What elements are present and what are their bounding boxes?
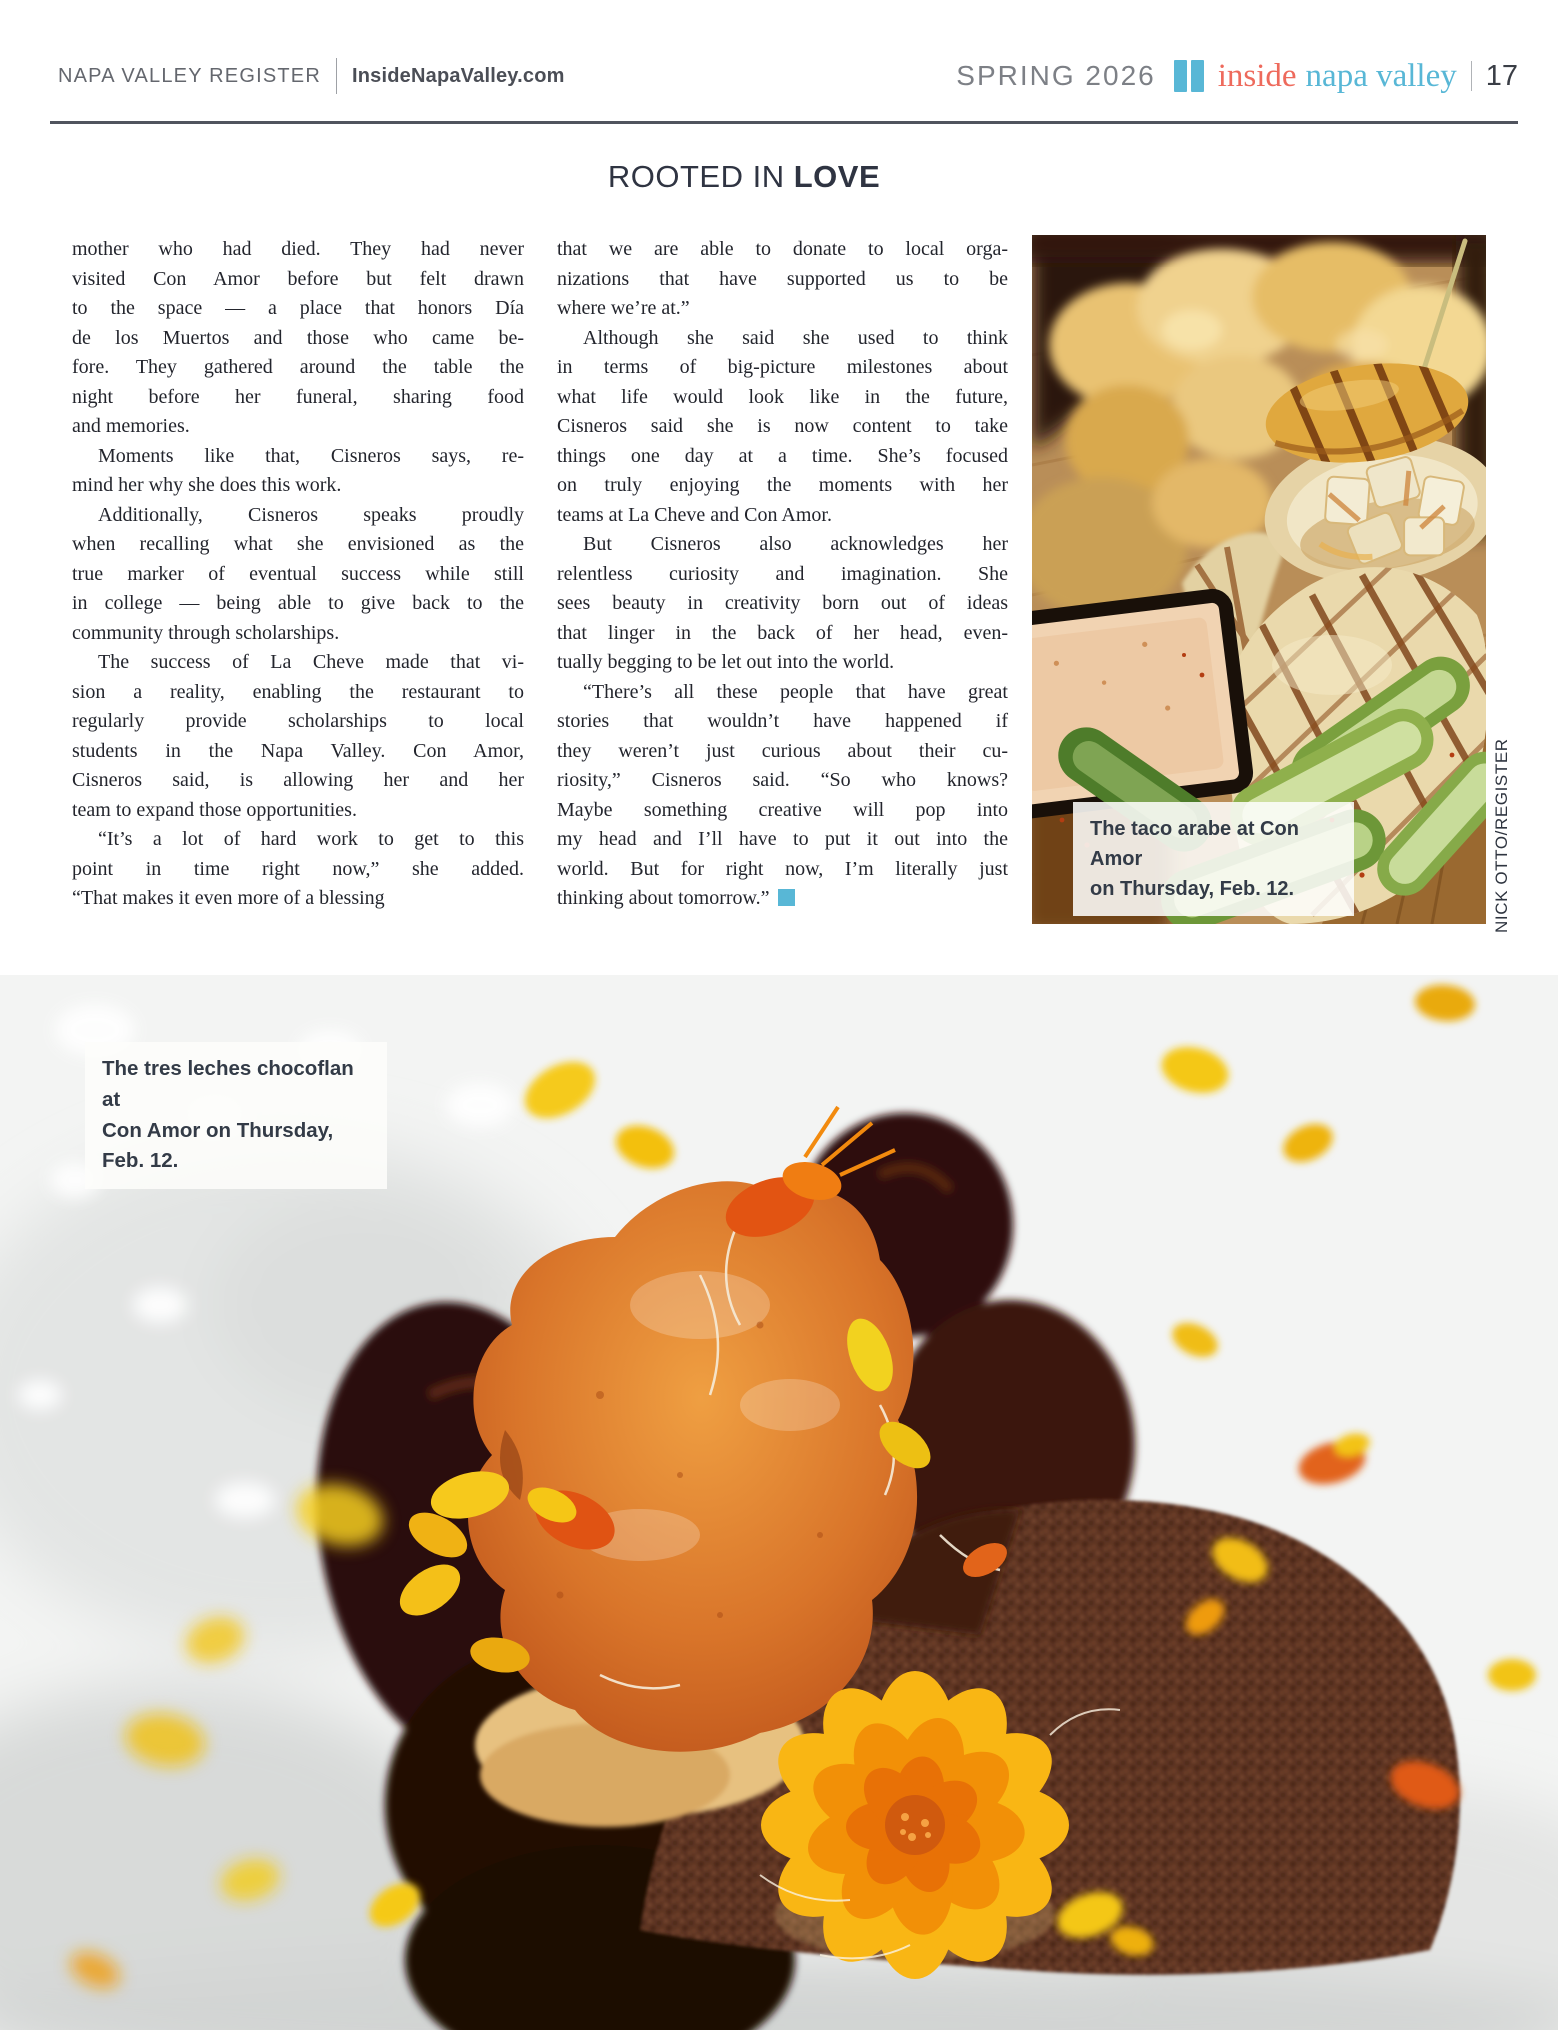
article-line: things one day at a time. She’s focused [557,444,1008,467]
article-line: that we are able to donate to local orga- [557,238,1008,260]
article-line: nizations that have supported us to be [557,267,1008,290]
article-line: in college — being able to give back to the [72,592,524,614]
masthead-divider [336,58,337,94]
article-line: Additionally, Cisneros speaks proudly [98,503,524,526]
article-line: “It’s a lot of hard work to get to this [98,828,524,850]
masthead-rule [50,121,1518,124]
article-line: fore. They gathered around the table the [72,356,524,378]
caption-line: The tres leches chocoflan at [102,1057,354,1111]
article-line: stories that wouldn’t have happened if [557,710,1008,732]
issue-date: SPRING 2026 [956,60,1156,91]
article-line: world. But for right now, I’m literally just [557,857,1008,880]
article-line: tually begging to be let out into the world. [557,651,895,673]
caption-line: on Thursday, Feb. 12. [1090,878,1295,900]
article-line: Moments like that, Cisneros says, re- [98,444,524,467]
article-line: where we’re at.” [557,297,690,319]
article-line: sees beauty in creativity born out of ideas [557,592,1008,614]
caption-line: The taco arabe at Con Amor [1090,818,1299,870]
article-line: on truly enjoying the moments with her [557,474,1008,496]
chocoflan-photo [0,975,1558,2030]
article-line: mother who had died. They had never [72,238,524,260]
article-column-2 [557,235,1008,914]
publication-name: NAPA VALLEY REGISTER [58,64,321,87]
article-line: to the space — a place that honors Día [72,297,524,319]
article-line: teams at La Cheve and Con Amor. [557,503,832,526]
article-line: that linger in the back of her head, even- [557,621,1008,644]
article-line: sion a reality, enabling the restaurant to [72,680,524,703]
article-line: mind her why she does this work. [72,474,342,496]
chocoflan-photo-caption [85,1042,387,1189]
article-line: in terms of big-picture milestones about [557,356,1008,378]
article-line: Although she said she used to think [583,326,1008,349]
article-line: when recalling what she envisioned as the [72,533,524,555]
page-number: 17 [1485,59,1518,92]
masthead-right [956,58,1518,95]
logo-bars-icon [1174,60,1204,92]
article-line: night before her funeral, sharing food [72,385,524,408]
article-line: thinking about tomorrow.” [557,884,1008,914]
end-of-story-mark [778,889,795,906]
article-line: students in the Napa Valley. Con Amor, [72,739,524,762]
article-line: my head and I’ll have to put it out into the [557,828,1008,850]
article-line: “There’s all these people that have great [583,680,1008,703]
headline-regular: ROOTED IN [607,159,785,194]
article-line: Maybe something creative will pop into [557,798,1008,821]
article-line: The success of La Cheve made that vi- [98,651,524,673]
masthead [58,54,1518,98]
article-headline [0,159,1488,195]
article-line: relentless curiosity and imagination. She [557,562,1008,585]
logo-word-inside: inside [1217,57,1297,94]
logo-bar-icon [1191,60,1204,92]
article-line: they weren’t just curious about their cu- [557,739,1008,762]
article-line: Cisneros said she is now content to take [557,415,1008,437]
page-number-divider [1471,61,1472,91]
article-line: regularly provide scholarships to local [72,710,524,732]
article-line: point in time right now,” she added. [72,857,524,880]
article-line: de los Muertos and those who came be- [72,326,524,349]
publication-website: InsideNapaValley.com [351,64,565,87]
article-line: riosity,” Cisneros said. “So who knows? [557,769,1008,791]
logo-word-napa-valley: napa valley [1305,57,1457,94]
article-line: what life would look like in the future, [557,385,1008,408]
article-column-1 [72,235,524,914]
caption-line: Con Amor on Thursday, Feb. 12. [102,1118,334,1173]
logo-bar-icon [1174,60,1187,92]
article-line: team to expand those opportunities. [72,798,357,821]
taco-arabe-photo [1032,235,1486,924]
article-line: true marker of eventual success while still [72,562,524,585]
photo-credit: NICK OTTO/REGISTER [1492,738,1511,933]
article-line: Cisneros said, is allowing her and her [72,769,524,791]
article-line: visited Con Amor before but felt drawn [72,267,524,290]
article-line: “That makes it even more of a blessing [72,887,385,909]
article-line: But Cisneros also acknowledges her [583,533,1008,555]
headline-bold: LOVE [793,159,881,194]
taco-photo-caption [1073,802,1354,916]
article-line: and memories. [72,415,190,437]
article-line: community through scholarships. [72,621,340,644]
